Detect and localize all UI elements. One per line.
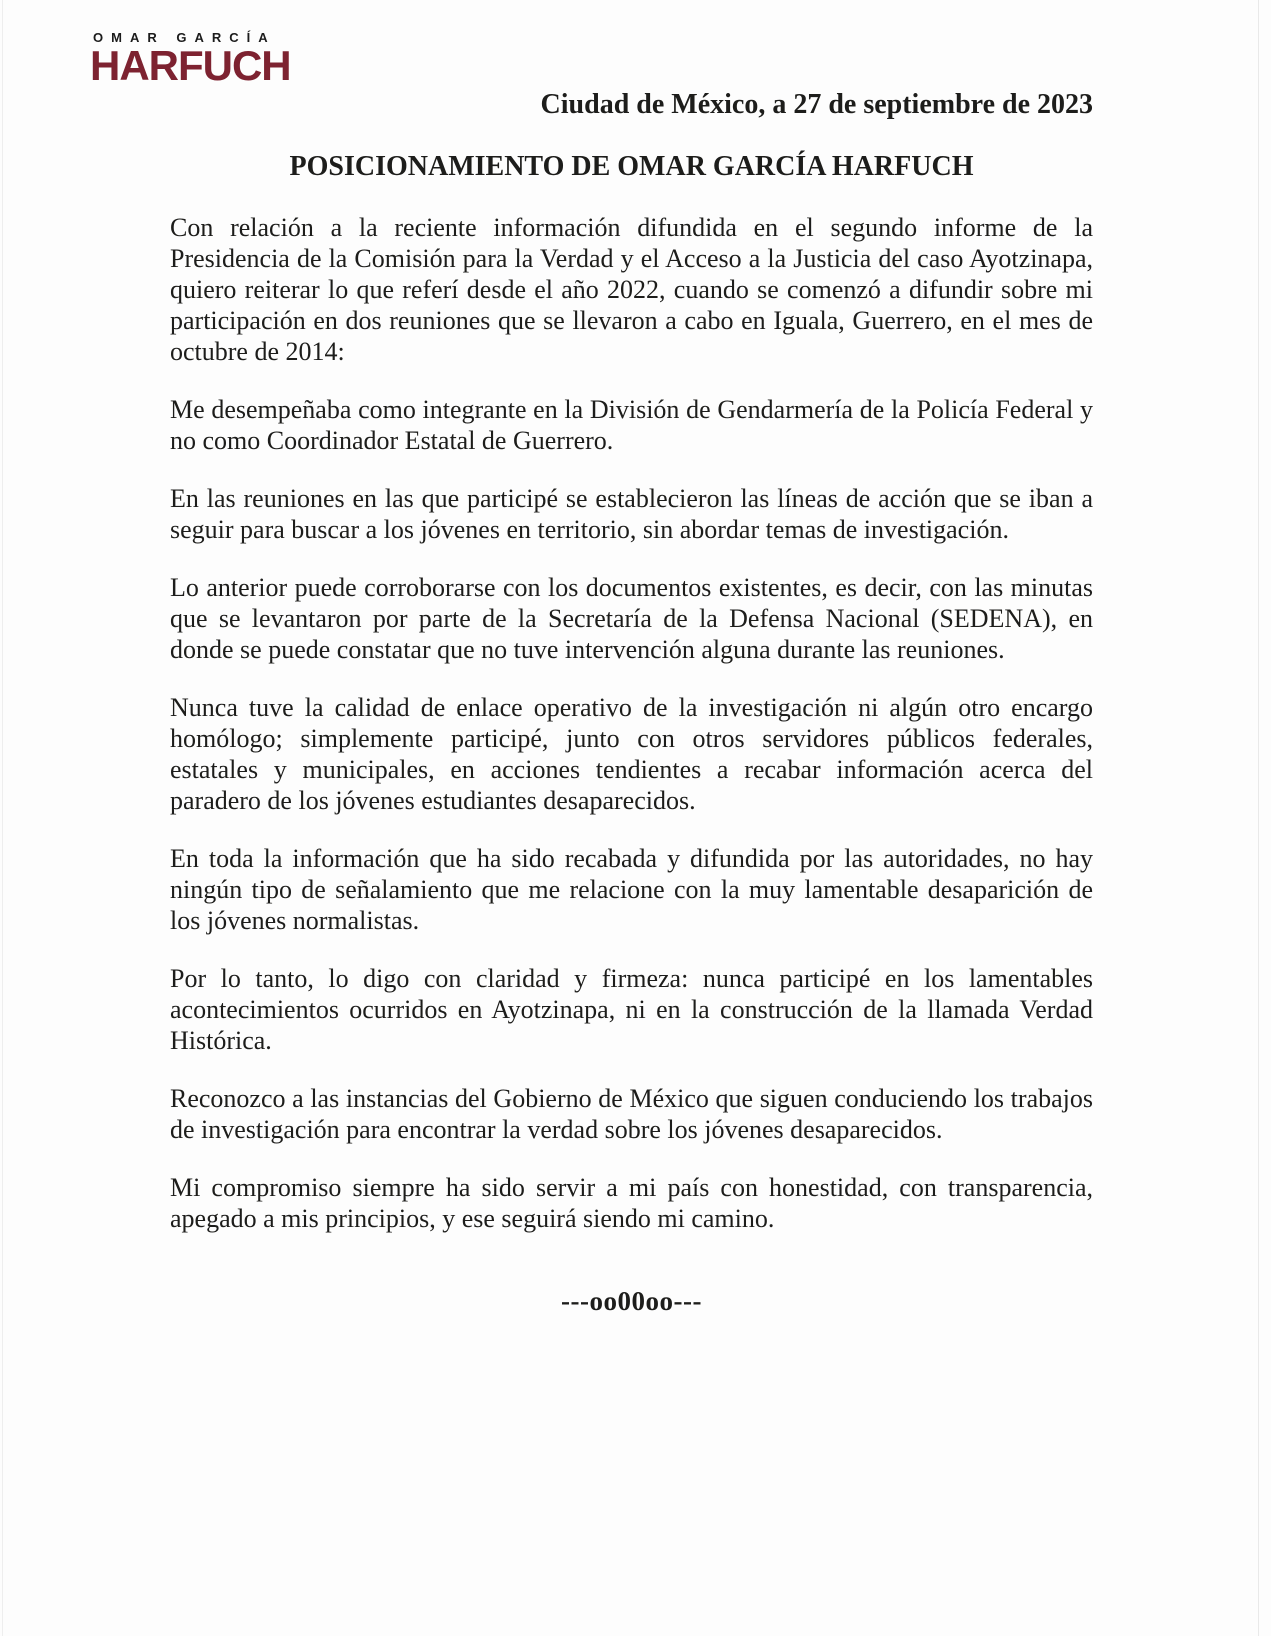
logo-surname-line: HARFUCH xyxy=(90,42,291,89)
logo-name-line: OMAR GARCÍA xyxy=(93,30,276,45)
body-paragraph: En las reuniones en las que participé se establecieron las líneas de acción que se iban a seguir para buscar a los jóvenes en territorio, sin abordar temas de investigación. xyxy=(170,484,1093,544)
scan-edge-left xyxy=(2,0,3,1636)
body-paragraph: Lo anterior puede corroborarse con los documentos existentes, es decir, con las minutas que se levantaron por parte de la Secretaría de la Defensa Nacional (SEDENA), en donde se puede constatar que no tuve intervención alguna durante las reuniones. xyxy=(170,573,1093,664)
body-paragraph: Por lo tanto, lo digo con claridad y firmeza: nunca participé en los lamentables acontecimientos ocurridos en Ayotzinapa, ni en la construcción de la llamada Verdad Histórica. xyxy=(170,964,1093,1055)
document-body xyxy=(170,0,1093,1317)
scan-edge-right xyxy=(1258,0,1259,1636)
body-paragraph: En toda la información que ha sido recabada y difundida por las autoridades, no hay ningún tipo de señalamiento que me relacione con la muy lamentable desaparición de los jóvenes normalistas. xyxy=(170,844,1093,935)
document-title: POSICIONAMIENTO DE OMAR GARCÍA HARFUCH xyxy=(289,151,974,182)
body-paragraph: Nunca tuve la calidad de enlace operativo de la investigación ni algún otro encargo homólogo; simplemente participé, junto con otros servidores públicos federales, estatales y municipales, en acciones tendientes a recabar información acerca del paradero de los jóvenes estudiantes desaparecidos. xyxy=(170,693,1093,815)
body-paragraph: Con relación a la reciente información difundida en el segundo informe de la Presidencia de la Comisión para la Verdad y el Acceso a la Justicia del caso Ayotzinapa, quiero reiterar lo que referí desde el año 2022, cuando se comenzó a difundir sobre mi participación en dos reuniones que se llevaron a cabo en Iguala, Guerrero, en el mes de octubre de 2014: xyxy=(170,213,1093,366)
body-paragraph: Mi compromiso siempre ha sido servir a mi país con honestidad, con transparencia, apegado a mis principios, y ese seguirá siendo mi camino. xyxy=(170,1173,1093,1233)
body-paragraphs xyxy=(170,212,1093,1234)
body-paragraph: Me desempeñaba como integrante en la División de Gendarmería de la Policía Federal y no como Coordinador Estatal de Guerrero. xyxy=(170,395,1093,455)
body-paragraph: Reconozco a las instancias del Gobierno de México que siguen conduciendo los trabajos de investigación para encontrar la verdad sobre los jóvenes desaparecidos. xyxy=(170,1084,1093,1144)
dateline: Ciudad de México, a 27 de septiembre de 2023 xyxy=(540,89,1093,120)
closing-mark: ---oo00oo--- xyxy=(561,1286,702,1316)
